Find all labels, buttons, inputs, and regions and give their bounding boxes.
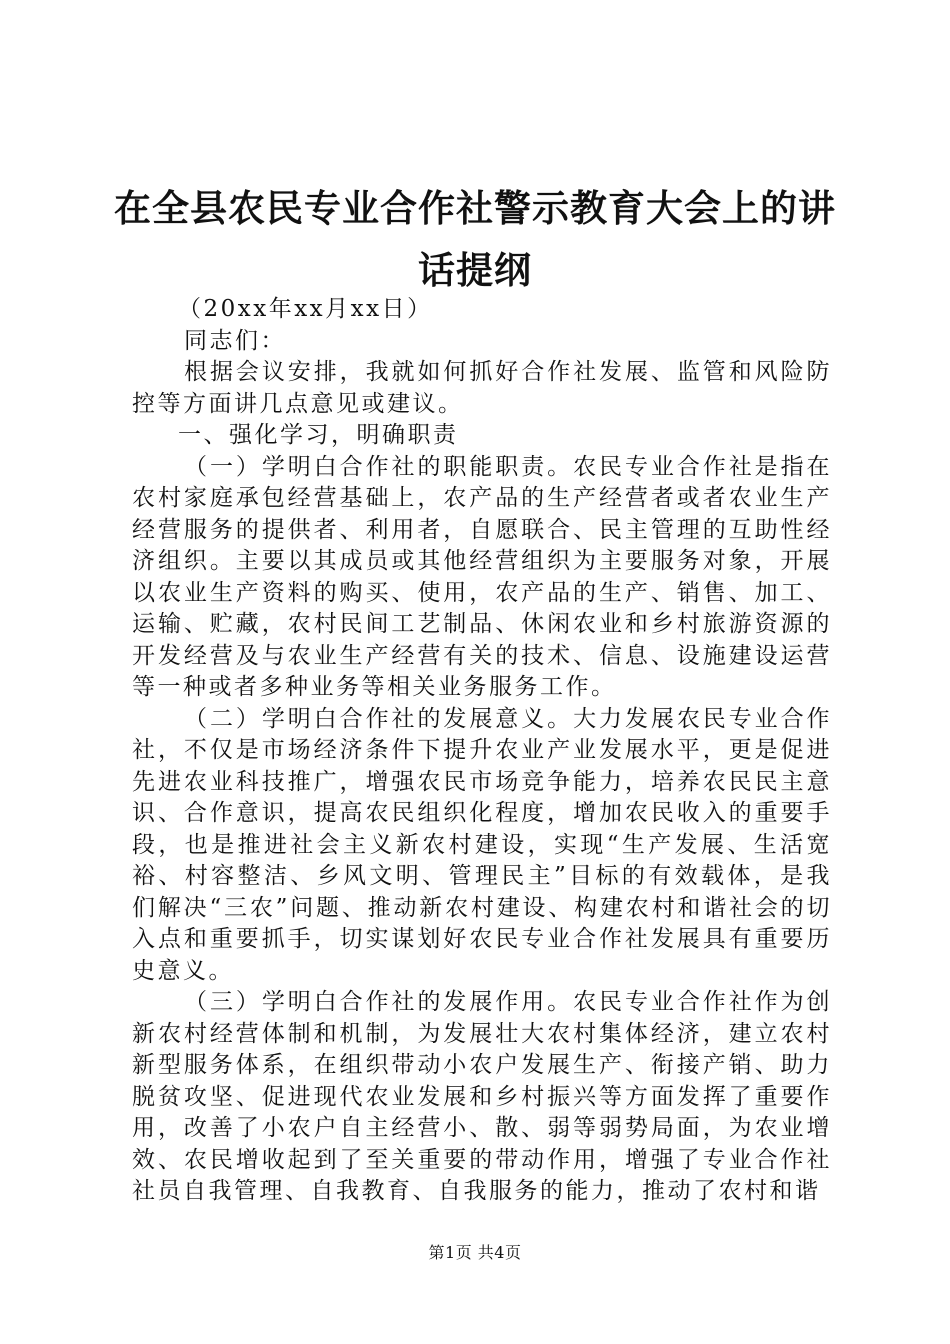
- document-title: 在全县农民专业合作社警示教育大会上的讲话提纲: [114, 187, 836, 292]
- paragraph-1: （一）学明白合作社的职能职责。农民专业合作社是指在农村家庭承包经营基础上，农产品的生产经营者或者农业生产经营服务的提供者、利用者，自愿联合、民主管理的互助性经济组织。主要以其成员或其他经营组织为主要服务对象，开展以农业生产资料的购买、使用，农产品的生产、销售、加工、运输、贮藏，农村民间工艺制品、休闲农业和乡村旅游资源的开发经营及与农业生产经营有关的技术、信息、设施建设运营等一种或者多种业务等相关业务服务工作。: [132, 453, 832, 700]
- page-number-footer: 第1页 共4页: [428, 1243, 522, 1262]
- salutation: 同志们：: [184, 327, 286, 354]
- date-line: （20xx年xx月xx日）: [178, 296, 433, 322]
- document-body: [132, 294, 832, 1208]
- paragraph-2: （二）学明白合作社的发展意义。大力发展农民专业合作社，不仅是市场经济条件下提升农业产业发展水平，更是促进先进农业科技推广，增强农民市场竞争能力，培养农民民主意识、合作意识，提高农民组织化程度，增加农民收入的重要手段，也是推进社会主义新农村建设，实现“生产发展、生活宽裕、村容整洁、乡风文明、管理民主”目标的有效载体，是我们解决“三农”问题、推动新农村建设、构建农村和谐社会的切入点和重要抓手，切实谋划好农民专业合作社发展具有重要历史意义。: [132, 705, 832, 984]
- section-heading: 一、强化学习，明确职责: [178, 422, 459, 448]
- intro-paragraph: 根据会议安排，我就如何抓好合作社发展、监管和风险防控等方面讲几点意见或建议。: [132, 359, 832, 417]
- paragraph-3: （三）学明白合作社的发展作用。农民专业合作社作为创新农村经营体制和机制，为发展壮大农村集体经济，建立农村新型服务体系，在组织带动小农户发展生产、衔接产销、助力脱贫攻坚、促进现代农业发展和乡村振兴等方面发挥了重要作用，改善了小农户自主经营小、散、弱等弱势局面，为农业增效、农民增收起到了至关重要的带动作用，增强了专业合作社社员自我管理、自我教育、自我服务的能力，推动了农村和谐: [132, 989, 832, 1204]
